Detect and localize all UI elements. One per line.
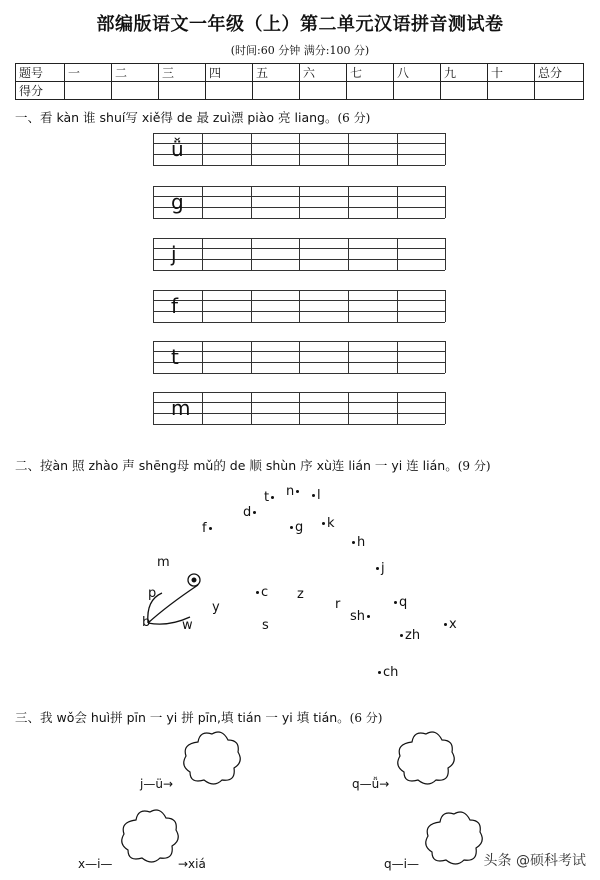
score-table — [15, 63, 584, 100]
point-label: f — [202, 521, 207, 536]
score-cell[interactable] — [206, 82, 253, 100]
section-2-text: 二、按àn 照 zhào 声 shēng母 mǔ的 de 顺 shùn 序 xù连 lián 一 yi 连 lián。 — [15, 458, 458, 473]
table-cell: 十 — [488, 64, 535, 82]
point-label: l — [317, 488, 321, 503]
point-z[interactable] — [297, 587, 304, 602]
cloud-answer-box[interactable] — [420, 808, 486, 870]
table-row — [16, 82, 584, 100]
point-g[interactable] — [288, 520, 303, 535]
point-label: z — [297, 587, 304, 602]
grid-divider — [397, 186, 398, 218]
grid-divider — [202, 133, 203, 165]
grid-divider — [299, 341, 300, 373]
point-k[interactable] — [320, 516, 335, 531]
grid-divider — [251, 238, 252, 270]
score-cell[interactable] — [65, 82, 112, 100]
syllable-chain-2: q—ǚ→ — [352, 777, 390, 791]
table-cell: 三 — [159, 64, 206, 82]
grid-divider — [397, 392, 398, 424]
grid-divider — [299, 290, 300, 322]
section-3-text: 三、我 wǒ会 huì拼 pīn 一 yi 拼 pīn,填 tián 一 yi 填 tián。 — [15, 710, 350, 725]
grid-divider — [299, 133, 300, 165]
point-q[interactable] — [392, 595, 407, 610]
grid-divider — [348, 238, 349, 270]
point-label: x — [449, 617, 457, 632]
point-r[interactable] — [335, 597, 340, 612]
syllable-chain-3: x—i— — [78, 857, 113, 871]
sample-letter: ǚ — [171, 137, 184, 161]
grid-divider — [397, 238, 398, 270]
point-label: h — [357, 535, 366, 550]
point-b[interactable] — [142, 615, 150, 630]
grid-divider — [153, 238, 154, 270]
score-cell[interactable] — [112, 82, 159, 100]
score-cell[interactable] — [159, 82, 206, 100]
grid-divider — [299, 392, 300, 424]
grid-divider — [299, 238, 300, 270]
section-1-points: (6 分) — [337, 111, 371, 125]
grid-line — [153, 373, 445, 374]
point-p[interactable] — [148, 586, 156, 601]
point-label: sh — [350, 609, 366, 624]
score-cell[interactable] — [441, 82, 488, 100]
table-cell: 二 — [112, 64, 159, 82]
point-f[interactable] — [202, 521, 214, 536]
point-label: c — [261, 585, 269, 600]
point-label: n — [286, 484, 295, 499]
sample-letter: j — [171, 242, 177, 266]
grid-divider — [397, 133, 398, 165]
grid-divider — [445, 238, 446, 270]
grid-divider — [202, 341, 203, 373]
writing-grid[interactable] — [153, 290, 445, 322]
sample-letter: g — [171, 190, 184, 214]
grid-divider — [445, 133, 446, 165]
section-2-heading — [15, 456, 491, 474]
grid-line — [153, 165, 445, 166]
point-h[interactable] — [350, 535, 365, 550]
point-label: w — [182, 618, 193, 633]
table-cell: 五 — [253, 64, 300, 82]
point-label: r — [335, 597, 341, 612]
grid-divider — [397, 341, 398, 373]
table-cell: 六 — [300, 64, 347, 82]
point-zh[interactable] — [398, 628, 420, 643]
grid-divider — [348, 341, 349, 373]
table-cell: 得分 — [16, 82, 65, 100]
grid-line — [153, 322, 445, 323]
grid-divider — [348, 133, 349, 165]
section-3-heading — [15, 708, 383, 726]
point-label: q — [399, 595, 408, 610]
grid-divider — [202, 186, 203, 218]
score-cell[interactable] — [347, 82, 394, 100]
grid-divider — [445, 392, 446, 424]
cloud-answer-box[interactable] — [116, 806, 182, 868]
score-cell[interactable] — [253, 82, 300, 100]
table-cell: 总分 — [535, 64, 584, 82]
point-y[interactable] — [212, 600, 220, 615]
table-row — [16, 64, 584, 82]
grid-divider — [153, 290, 154, 322]
table-cell: 四 — [206, 64, 253, 82]
sample-letter: f — [171, 294, 179, 318]
point-m[interactable] — [157, 555, 170, 570]
grid-divider — [348, 186, 349, 218]
point-x[interactable] — [442, 617, 457, 632]
grid-divider — [251, 290, 252, 322]
point-sh[interactable] — [350, 609, 372, 624]
writing-grid[interactable] — [153, 392, 445, 424]
point-label: s — [262, 618, 269, 633]
grid-divider — [202, 238, 203, 270]
grid-divider — [251, 133, 252, 165]
score-cell[interactable] — [488, 82, 535, 100]
point-label: t — [264, 490, 270, 505]
syllable-chain-3-result: →xiá — [178, 857, 206, 871]
point-label: p — [148, 586, 157, 601]
grid-divider — [348, 290, 349, 322]
grid-divider — [445, 341, 446, 373]
exam-info: (时间:60 分钟 满分:100 分) — [230, 44, 370, 57]
point-label: m — [157, 555, 170, 570]
grid-divider — [348, 392, 349, 424]
table-cell: 八 — [394, 64, 441, 82]
grid-divider — [202, 290, 203, 322]
grid-line — [153, 218, 445, 219]
point-label: j — [381, 561, 385, 576]
grid-divider — [153, 341, 154, 373]
section-1-text: 一、看 kàn 谁 shuí写 xiě得 de 最 zuì漂 piào 亮 liang。 — [15, 110, 338, 125]
syllable-chain-1: j—ü→ — [140, 777, 173, 791]
grid-divider — [202, 392, 203, 424]
point-label: y — [212, 600, 220, 615]
point-label: g — [295, 520, 304, 535]
point-j[interactable] — [374, 561, 385, 576]
grid-divider — [153, 186, 154, 218]
section-2-points: (9 分) — [457, 459, 491, 473]
point-l[interactable] — [310, 488, 321, 503]
point-n[interactable] — [286, 484, 301, 499]
section-3-points: (6 分) — [349, 711, 383, 725]
table-cell: 一 — [65, 64, 112, 82]
point-label: b — [142, 615, 151, 630]
point-d[interactable] — [243, 505, 258, 520]
grid-line — [153, 424, 445, 425]
point-w[interactable] — [182, 618, 193, 633]
point-label: k — [327, 516, 335, 531]
page-title: 部编版语文一年级（上）第二单元汉语拼音测试卷 — [96, 14, 504, 35]
table-cell: 七 — [347, 64, 394, 82]
cloud-answer-box[interactable] — [392, 728, 458, 790]
point-t[interactable] — [264, 490, 276, 505]
writing-grid[interactable] — [153, 238, 445, 270]
sample-letter: t — [171, 345, 179, 369]
writing-grid[interactable] — [153, 341, 445, 373]
watermark: 头条 @硕科考试 — [483, 853, 586, 869]
score-cell[interactable] — [394, 82, 441, 100]
syllable-chain-4: q—i— — [384, 857, 419, 871]
grid-divider — [153, 133, 154, 165]
grid-divider — [445, 290, 446, 322]
grid-divider — [397, 290, 398, 322]
point-s[interactable] — [262, 618, 269, 633]
cloud-answer-box[interactable] — [178, 728, 244, 790]
point-label: d — [243, 505, 252, 520]
writing-grid[interactable] — [153, 186, 445, 218]
section-1-heading — [15, 108, 370, 126]
table-cell: 九 — [441, 64, 488, 82]
score-cell[interactable] — [535, 82, 584, 100]
writing-grid[interactable] — [153, 133, 445, 165]
grid-divider — [251, 392, 252, 424]
point-ch[interactable] — [376, 665, 398, 680]
grid-divider — [251, 341, 252, 373]
score-cell[interactable] — [300, 82, 347, 100]
grid-divider — [251, 186, 252, 218]
grid-divider — [153, 392, 154, 424]
point-label: zh — [405, 628, 421, 643]
sample-letter: m — [171, 396, 191, 420]
grid-divider — [445, 186, 446, 218]
point-label: ch — [383, 665, 399, 680]
table-cell: 题号 — [16, 64, 65, 82]
grid-divider — [299, 186, 300, 218]
point-c[interactable] — [254, 585, 268, 600]
grid-line — [153, 270, 445, 271]
